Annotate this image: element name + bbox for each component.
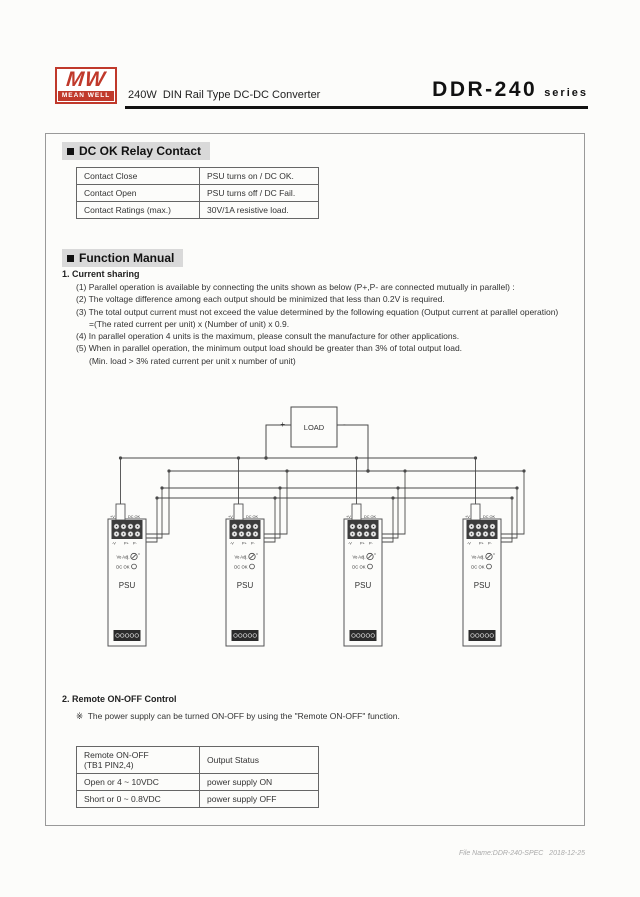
- header-rule: [125, 106, 588, 109]
- svg-text:DC OK: DC OK: [116, 564, 130, 570]
- model-name: DDR-240: [432, 78, 538, 101]
- remote-header-line1: Remote ON-OFF: [84, 749, 149, 760]
- svg-text:-V: -V: [467, 541, 471, 546]
- meanwell-logo-mw: MW: [65, 68, 107, 91]
- relay-contact-table: [76, 167, 319, 219]
- current-sharing-heading: 1. Current sharing: [62, 269, 140, 279]
- table-cell: Short or 0 ~ 0.8VDC: [77, 791, 200, 808]
- svg-text:+V: +V: [346, 515, 351, 519]
- table-row: [77, 747, 319, 774]
- model-series: series: [544, 87, 588, 99]
- table-cell: Output Status: [200, 747, 319, 774]
- square-bullet-icon: [67, 148, 74, 155]
- svg-text:PSU: PSU: [473, 581, 491, 590]
- parallel-diagram: [46, 394, 584, 666]
- load-label: LOAD: [303, 423, 325, 432]
- table-row: [77, 168, 319, 185]
- load-plus-wire: [266, 425, 291, 458]
- table-cell: PSU turns on / DC OK.: [200, 168, 319, 185]
- svg-text:+V: +V: [228, 515, 233, 519]
- load-minus-wire: [337, 425, 368, 471]
- table-cell: Contact Ratings (max.): [77, 202, 200, 219]
- svg-text:DC OK: DC OK: [471, 564, 485, 570]
- svg-text:P+: P+: [479, 541, 484, 546]
- note-line: (3) The total output current must not exceed the value determined by the following equation (Output current at parallel operation): [76, 306, 559, 317]
- table-cell: Contact Close: [77, 168, 200, 185]
- svg-text:+V: +V: [465, 515, 470, 519]
- square-bullet-icon: [67, 255, 74, 262]
- note-line: (1) Parallel operation is available by connecting the units shown as below (P+,P- are connected mutually in parallel) :: [76, 282, 515, 292]
- table-row: [77, 202, 319, 219]
- model-title: [432, 78, 588, 102]
- table-row: [77, 185, 319, 202]
- svg-text:-V: -V: [348, 541, 352, 546]
- svg-text:PSU: PSU: [118, 581, 136, 590]
- svg-text:PSU: PSU: [354, 581, 372, 590]
- remote-on-off-heading: 2. Remote ON-OFF Control: [62, 694, 177, 704]
- section-title: Function Manual: [79, 251, 175, 265]
- psu-unit: [463, 456, 526, 646]
- table-cell: Contact Open: [77, 185, 200, 202]
- load-plus-label: +: [280, 420, 285, 429]
- svg-text:P-: P-: [369, 541, 373, 546]
- table-cell: power supply OFF: [200, 791, 319, 808]
- table-cell: Open or 4 ~ 10VDC: [77, 774, 200, 791]
- note-line: =(The rated current per unit) x (Number of unit) x 0.9.: [89, 318, 290, 329]
- table-cell: power supply ON: [200, 774, 319, 791]
- table-cell: 30V/1A resistive load.: [200, 202, 319, 219]
- svg-text:Vo Adj.: Vo Adj.: [116, 554, 130, 560]
- content-frame: [45, 133, 585, 826]
- file-info: File Name:DDR-240-SPEC 2018-12-25: [458, 850, 585, 857]
- svg-text:DC OK: DC OK: [246, 515, 259, 519]
- svg-text:-V: -V: [230, 541, 234, 546]
- meanwell-logo: [55, 67, 117, 104]
- svg-text:DC OK: DC OK: [483, 515, 496, 519]
- current-sharing-notes: [76, 281, 581, 367]
- psu-unit: [108, 456, 171, 646]
- remote-on-off-table: [76, 746, 319, 808]
- svg-text:P+: P+: [124, 541, 129, 546]
- table-cell: PSU turns off / DC Fail.: [200, 185, 319, 202]
- table-row: [77, 791, 319, 808]
- meanwell-logo-brand: MEAN WELL: [58, 91, 114, 101]
- section-dc-ok-relay-contact: [62, 142, 210, 160]
- svg-text:P-: P-: [133, 541, 137, 546]
- psu-unit: [344, 456, 407, 646]
- svg-text:DC OK: DC OK: [364, 515, 377, 519]
- section-title: DC OK Relay Contact: [79, 144, 202, 158]
- remote-on-off-note: ※ The power supply can be turned ON-OFF by using the "Remote ON-OFF" function.: [76, 711, 400, 721]
- table-row: [77, 774, 319, 791]
- note-line: (Min. load > 3% rated current per unit x number of unit): [89, 355, 296, 366]
- junction-dots: [264, 456, 369, 472]
- svg-text:P-: P-: [251, 541, 255, 546]
- note-line: (5) When in parallel operation, the minimum output load should be greater than 3% of total output load.: [76, 343, 463, 354]
- table-cell: [77, 747, 200, 774]
- note-line: (4) In parallel operation 4 units is the maximum, please consult the manufacture for other applications.: [76, 331, 460, 342]
- svg-text:Vo Adj.: Vo Adj.: [352, 554, 366, 560]
- svg-text:Vo Adj.: Vo Adj.: [471, 554, 485, 560]
- svg-text:P-: P-: [488, 541, 492, 546]
- page-subtitle: 240W DIN Rail Type DC-DC Converter: [128, 89, 321, 101]
- svg-text:Vo Adj.: Vo Adj.: [234, 554, 248, 560]
- svg-text:+V: +V: [110, 515, 115, 519]
- svg-text:DC OK: DC OK: [352, 564, 366, 570]
- remote-header-line2: (TB1 PIN2,4): [84, 760, 134, 770]
- svg-text:DC OK: DC OK: [234, 564, 248, 570]
- svg-text:PSU: PSU: [236, 581, 254, 590]
- svg-text:-V: -V: [112, 541, 116, 546]
- psu-unit: [226, 456, 289, 646]
- note-line: (2) The voltage difference among each output should be minimized that less than 0.2V is required.: [76, 294, 445, 305]
- section-function-manual: [62, 249, 183, 267]
- svg-text:P+: P+: [360, 541, 365, 546]
- load-minus-label: -: [343, 420, 346, 429]
- svg-text:P+: P+: [242, 541, 247, 546]
- svg-text:DC OK: DC OK: [128, 515, 141, 519]
